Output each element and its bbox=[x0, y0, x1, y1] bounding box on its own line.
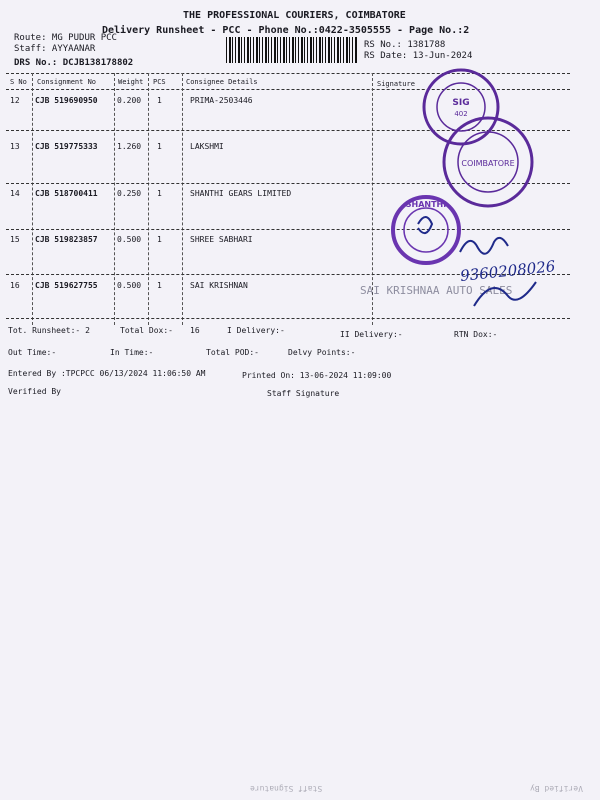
company-name: THE PROFESSIONAL COURIERS, COIMBATORE bbox=[183, 10, 406, 21]
total-dox-value: 16 bbox=[190, 326, 200, 335]
row-consignee: SHREE SABHARI bbox=[190, 235, 253, 244]
verified-by: Verified By bbox=[8, 387, 61, 396]
runsheet-title: Delivery Runsheet - PCC - Phone No.:0422-3505555 - Page No.:2 bbox=[102, 25, 470, 36]
signature-mark bbox=[455, 232, 515, 262]
col-separator bbox=[182, 73, 183, 325]
svg-text:SIG: SIG bbox=[452, 98, 470, 108]
rs-number: RS No.: 1381788 bbox=[364, 40, 446, 50]
row-weight: 0.250 bbox=[117, 189, 142, 198]
col-header-sno: S No bbox=[10, 78, 27, 86]
delvy-points: Delvy Points:- bbox=[288, 348, 356, 357]
row-divider bbox=[6, 229, 570, 230]
row-consignment: CJB 519775333 bbox=[35, 142, 98, 151]
printed-on: Printed On: 13-06-2024 11:09:00 bbox=[242, 371, 392, 380]
row-pcs: 1 bbox=[157, 189, 162, 198]
out-time: Out Time:- bbox=[8, 348, 57, 357]
row-sno: 14 bbox=[10, 189, 20, 198]
row-consignment: CJB 519690950 bbox=[35, 96, 98, 105]
entered-by: Entered By :TPCPCC 06/13/2024 11:06:50 AM bbox=[8, 369, 206, 378]
col-header-consignee: Consignee Details bbox=[186, 78, 258, 86]
col-separator bbox=[148, 73, 149, 325]
row-consignee: SAI KRISHNAN bbox=[190, 281, 248, 290]
row-sno: 15 bbox=[10, 235, 20, 244]
rtn-dox: RTN Dox:- bbox=[454, 330, 498, 339]
row-weight: 0.200 bbox=[117, 96, 142, 105]
col-separator bbox=[114, 73, 115, 325]
i-delivery: I Delivery:- bbox=[227, 326, 285, 335]
staff-signature: Staff Signature bbox=[267, 389, 340, 398]
row-consignment: CJB 519627755 bbox=[35, 281, 98, 290]
bleed-verified-by: Verified By bbox=[530, 784, 583, 793]
row-sno: 13 bbox=[10, 142, 20, 151]
row-consignment: CJB 519823857 bbox=[35, 235, 98, 244]
shanthi-stamp bbox=[388, 194, 464, 266]
table-bottom-rule bbox=[6, 318, 570, 319]
drs-number: DRS No.: DCJB138178802 bbox=[14, 58, 134, 68]
row-consignee: PRIMA-2503446 bbox=[190, 96, 253, 105]
col-header-signature: Signature bbox=[377, 80, 415, 88]
col-header-pcs: PCS bbox=[153, 78, 166, 86]
row-weight: 0.500 bbox=[117, 235, 142, 244]
col-separator bbox=[32, 73, 33, 325]
signature-scrawl bbox=[470, 278, 540, 312]
row-sno: 16 bbox=[10, 281, 20, 290]
barcode bbox=[226, 37, 358, 63]
row-weight: 0.500 bbox=[117, 281, 142, 290]
row-pcs: 1 bbox=[157, 142, 162, 151]
route-label: Route: MG PUDUR PCC bbox=[14, 33, 117, 43]
row-pcs: 1 bbox=[157, 281, 162, 290]
row-pcs: 1 bbox=[157, 235, 162, 244]
svg-text:SHANTHI: SHANTHI bbox=[405, 200, 447, 209]
row-consignment: CJB 518700411 bbox=[35, 189, 98, 198]
tot-runsheet: Tot. Runsheet:- 2 bbox=[8, 326, 90, 335]
row-weight: 1.260 bbox=[117, 142, 142, 151]
total-dox-label: Total Dox:- bbox=[120, 326, 173, 335]
svg-text:402: 402 bbox=[454, 110, 468, 118]
bleed-staff-signature: Staff Signature bbox=[250, 784, 323, 793]
col-header-weight: Weight bbox=[118, 78, 144, 86]
ii-delivery: II Delivery:- bbox=[340, 330, 403, 339]
row-sno: 12 bbox=[10, 96, 20, 105]
sai-stamp-text: SAI KRISHNAA AUTO SALES bbox=[360, 284, 513, 297]
row-consignee: LAKSHMI bbox=[190, 142, 224, 151]
total-pod: Total POD:- bbox=[206, 348, 259, 357]
rs-date: RS Date: 13-Jun-2024 bbox=[364, 51, 473, 61]
svg-text:COIMBATORE: COIMBATORE bbox=[461, 159, 515, 168]
row-consignee: SHANTHI GEARS LIMITED bbox=[190, 189, 292, 198]
col-header-consignment: Consignment No bbox=[37, 78, 97, 86]
handwritten-phone: 9360208026 bbox=[459, 257, 557, 285]
row-pcs: 1 bbox=[157, 96, 162, 105]
in-time: In Time:- bbox=[110, 348, 154, 357]
staff-label: Staff: AYYAANAR bbox=[14, 44, 96, 54]
